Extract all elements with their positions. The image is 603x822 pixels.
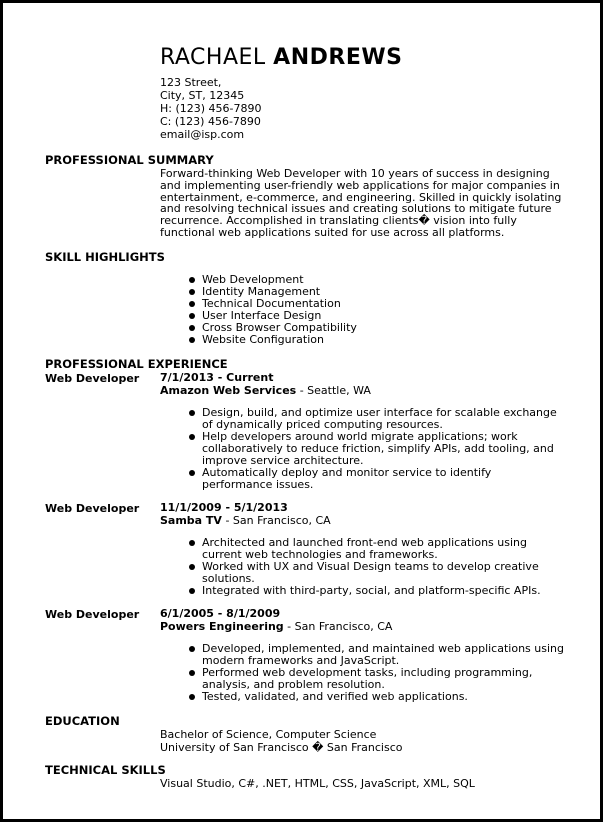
education-degree: Bachelor of Science, Computer Science bbox=[160, 728, 377, 741]
job-dates: 11/1/2009 - 5/1/2013 bbox=[160, 501, 288, 514]
contact-city: City, ST, 12345 bbox=[160, 89, 245, 102]
technical-skills-heading: TECHNICAL SKILLS bbox=[45, 763, 166, 777]
last-name: ANDREWS bbox=[273, 45, 403, 70]
job-company: Samba TV bbox=[160, 513, 222, 527]
experience-heading: PROFESSIONAL EXPERIENCE bbox=[45, 357, 228, 371]
education-block bbox=[160, 729, 403, 754]
skills-heading: SKILL HIGHLIGHTS bbox=[45, 250, 165, 264]
job-bullet: Worked with UX and Visual Design teams to develop creative solutions. bbox=[189, 561, 549, 585]
technical-skills-text bbox=[160, 778, 475, 791]
job-bullets bbox=[189, 643, 564, 703]
job-bullet: Automatically deploy and monitor service to identify performance issues. bbox=[189, 467, 564, 491]
skill-item: Technical Documentation bbox=[189, 298, 489, 310]
contact-email[interactable]: email@isp.com bbox=[160, 128, 245, 141]
contact-street: 123 Street, bbox=[160, 76, 222, 89]
job-dates: 7/1/2013 - Current bbox=[160, 371, 274, 384]
technical-skills-list: Visual Studio, C#, .NET, HTML, CSS, JavaScript, XML, SQL bbox=[160, 777, 475, 790]
job-bullet: Performed web development tasks, including programming, analysis, and problem resolution. bbox=[189, 667, 564, 691]
summary-heading: PROFESSIONAL SUMMARY bbox=[45, 153, 214, 167]
skills-list bbox=[189, 274, 489, 346]
job-header bbox=[160, 608, 392, 633]
job-bullets bbox=[189, 537, 549, 597]
job-title: Web Developer bbox=[45, 372, 140, 385]
skill-item: User Interface Design bbox=[189, 310, 489, 322]
contact-block bbox=[160, 76, 262, 141]
first-name: RACHAEL bbox=[160, 45, 266, 70]
job-bullets bbox=[189, 407, 564, 491]
job-location: - Seattle, WA bbox=[296, 383, 371, 397]
job-location: - San Francisco, CA bbox=[283, 619, 393, 633]
job-header bbox=[160, 502, 331, 527]
job-bullet: Design, build, and optimize user interface for scalable exchange of dynamically priced computing resources. bbox=[189, 407, 564, 431]
job-bullet: Help developers around world migrate applications; work collaboratively to reduce friction, simplify APIs, add tooling, and improve service architecture. bbox=[189, 431, 564, 467]
job-bullet: Architected and launched front-end web applications using current web technologies and frameworks. bbox=[189, 537, 549, 561]
job-location: - San Francisco, CA bbox=[221, 513, 331, 527]
summary-text: Forward-thinking Web Developer with 10 years of success in designing and implementing user-friendly web applications for major companies in entertainment, e-commerce, and engineering. Skilled in quickly isolating and resolving technical issues and creating solutions to mitigate future recurrence. Accomplished in translating clients� vision into fully functional web applications suited for use across all platforms. bbox=[160, 167, 562, 239]
education-heading: EDUCATION bbox=[45, 714, 120, 728]
education-school: University of San Francisco � San Francisco bbox=[160, 740, 403, 754]
contact-home-phone: H: (123) 456-7890 bbox=[160, 102, 262, 115]
job-bullet: Developed, implemented, and maintained web applications using modern frameworks and JavaScript. bbox=[189, 643, 564, 667]
job-bullet: Integrated with third-party, social, and platform-specific APIs. bbox=[189, 585, 549, 597]
job-title: Web Developer bbox=[45, 502, 140, 515]
job-dates: 6/1/2005 - 8/1/2009 bbox=[160, 607, 281, 620]
contact-cell-phone: C: (123) 456-7890 bbox=[160, 115, 261, 128]
job-bullet: Tested, validated, and verified web applications. bbox=[189, 691, 564, 703]
skill-item: Identity Management bbox=[189, 286, 489, 298]
skill-item: Website Configuration bbox=[189, 334, 489, 346]
job-company: Amazon Web Services bbox=[160, 383, 297, 397]
skill-item: Cross Browser Compatibility bbox=[189, 322, 489, 334]
candidate-name bbox=[160, 45, 402, 71]
skill-item: Web Development bbox=[189, 274, 489, 286]
job-title: Web Developer bbox=[45, 608, 140, 621]
job-header bbox=[160, 372, 371, 397]
job-company: Powers Engineering bbox=[160, 619, 284, 633]
